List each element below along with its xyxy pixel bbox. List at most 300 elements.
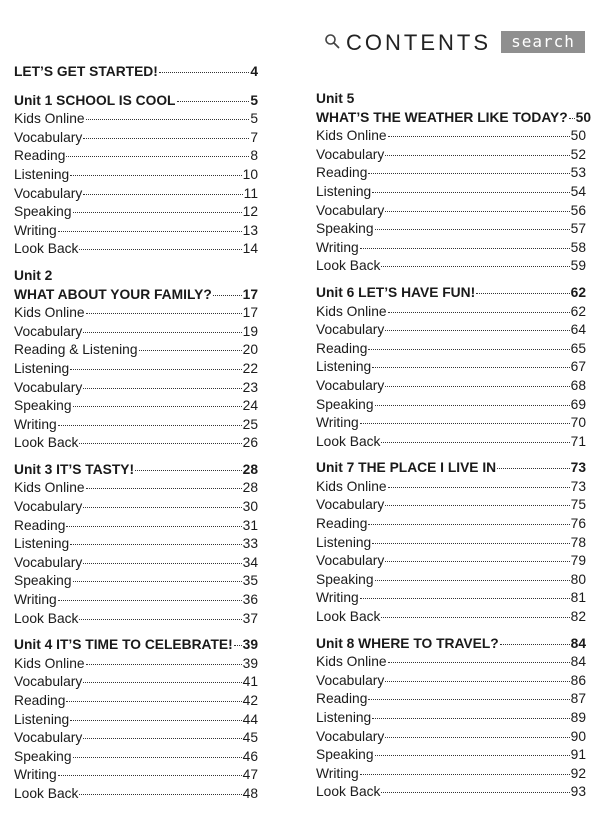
leader-dots	[388, 136, 570, 137]
leader-dots	[385, 561, 569, 562]
toc-entry-page: 71	[570, 433, 586, 449]
unit-title: Unit 1 SCHOOL IS COOL	[14, 92, 176, 108]
toc-entry[interactable]	[316, 396, 586, 415]
toc-entry-page: 86	[570, 672, 586, 688]
toc-entry-label: Vocabulary	[316, 322, 385, 338]
toc-entry-label: Vocabulary	[316, 497, 385, 513]
toc-entry-label: Speaking	[316, 221, 374, 237]
toc-entry[interactable]	[14, 729, 258, 748]
toc-entry[interactable]	[316, 571, 586, 590]
toc-entry[interactable]	[316, 220, 586, 239]
toc-entry-page: 92	[570, 765, 586, 781]
toc-entry-page: 79	[570, 553, 586, 569]
toc-entry-page: 84	[570, 635, 586, 651]
toc-entry[interactable]	[14, 655, 258, 674]
toc-entry[interactable]	[14, 379, 258, 398]
leader-dots	[66, 526, 241, 527]
leader-dots	[381, 792, 569, 793]
toc-entry[interactable]	[316, 433, 586, 452]
unit-title: Unit 6 LET’S HAVE FUN!	[316, 284, 476, 300]
leader-dots	[73, 581, 242, 582]
toc-entry-label: Look Back	[316, 609, 381, 625]
toc-entry-page: 75	[570, 497, 586, 513]
leader-dots	[497, 468, 569, 469]
toc-entry[interactable]	[316, 257, 586, 276]
toc-entry-page: 8	[250, 148, 258, 164]
leader-dots	[66, 156, 249, 157]
toc-entry-page: 68	[570, 377, 586, 393]
toc-entry-label: Kids Online	[316, 654, 387, 670]
toc-entry-page: 73	[570, 478, 586, 494]
toc-entry-page: 52	[570, 146, 586, 162]
toc-entry-page: 78	[570, 534, 586, 550]
leader-dots	[79, 619, 241, 620]
toc-entry-label: Speaking	[316, 571, 374, 587]
leader-dots	[381, 617, 569, 618]
toc-entry[interactable]	[14, 498, 258, 517]
toc-entry[interactable]	[14, 748, 258, 767]
toc-entry[interactable]	[14, 147, 258, 166]
leader-dots	[385, 737, 569, 738]
leader-dots	[58, 425, 242, 426]
toc-entry-label: Look Back	[316, 784, 381, 800]
toc-entry-label: Writing	[14, 592, 57, 608]
toc-entry-label: Writing	[14, 222, 57, 238]
toc-entry[interactable]	[14, 692, 258, 711]
leader-dots	[372, 192, 569, 193]
toc-entry-label: Vocabulary	[14, 323, 83, 339]
toc-entry-page: 17	[242, 305, 258, 321]
toc-entry-label: Listening	[14, 166, 70, 182]
unit-title: Unit 4 IT’S TIME TO CELEBRATE!	[14, 637, 233, 653]
leader-dots	[569, 118, 575, 119]
leader-dots	[360, 598, 570, 599]
leader-dots	[86, 119, 250, 120]
toc-entry-label: LET’S GET STARTED!	[14, 64, 158, 79]
leader-dots	[385, 386, 569, 387]
leader-dots	[375, 229, 570, 230]
toc-entry-label: Reading	[14, 148, 66, 164]
leader-dots	[83, 738, 241, 739]
toc-entry[interactable]	[316, 303, 586, 322]
leader-dots	[79, 249, 241, 250]
toc-entry-label: Vocabulary	[14, 730, 83, 746]
toc-entry[interactable]	[316, 709, 586, 728]
toc-entry-label: Reading	[14, 693, 66, 708]
toc-entry[interactable]	[316, 358, 586, 377]
toc-entry[interactable]	[316, 321, 586, 340]
toc-entry-page: 5	[250, 92, 258, 108]
toc-entry[interactable]	[316, 202, 586, 221]
toc-entry[interactable]	[316, 608, 586, 627]
toc-entry[interactable]	[14, 554, 258, 573]
toc-entry-page: 24	[242, 398, 258, 414]
leader-dots	[83, 682, 241, 683]
leader-dots	[66, 701, 241, 702]
toc-entry-label: Vocabulary	[14, 185, 83, 201]
toc-entry-page: 44	[242, 711, 258, 727]
toc-entry-label: Kids Online	[14, 305, 85, 321]
leader-dots	[177, 101, 250, 102]
toc-entry-page: 41	[242, 674, 258, 690]
toc-entry-label: Kids Online	[14, 480, 85, 496]
toc-entry-label: Writing	[316, 415, 359, 431]
toc-entry-label: Speaking	[14, 573, 72, 589]
toc-entry-page: 30	[242, 499, 258, 515]
toc-entry-page: 67	[570, 359, 586, 375]
toc-entry-page: 90	[570, 728, 586, 744]
leader-dots	[73, 212, 242, 213]
toc-entry-page: 25	[242, 416, 258, 432]
toc-left-column	[14, 63, 258, 804]
leader-dots	[83, 138, 249, 139]
leader-dots	[385, 211, 569, 212]
toc-entry-label: Speaking	[316, 396, 374, 412]
toc-entry[interactable]	[316, 127, 586, 146]
toc-entry-label: Vocabulary	[14, 499, 83, 515]
toc-entry-page: 47	[242, 767, 258, 783]
leader-dots	[86, 488, 242, 489]
toc-entry[interactable]	[14, 673, 258, 692]
toc-entry-label: Vocabulary	[14, 554, 83, 570]
leader-dots	[372, 718, 569, 719]
unit-heading[interactable]	[14, 636, 258, 655]
unit-title: Unit 3 IT’S TASTY!	[14, 461, 135, 477]
toc-entry-page: 57	[570, 221, 586, 237]
leader-dots	[73, 757, 242, 758]
toc-entry[interactable]	[316, 515, 586, 534]
toc-entry-label: Listening	[316, 183, 372, 199]
leader-dots	[368, 699, 569, 700]
toc-entry[interactable]	[316, 414, 586, 433]
toc-entry-label: Reading	[316, 516, 368, 532]
toc-entry[interactable]	[316, 239, 586, 258]
toc-entry[interactable]	[316, 653, 586, 672]
leader-dots	[388, 487, 570, 488]
leader-dots	[73, 406, 242, 407]
toc-entry[interactable]	[14, 517, 258, 536]
toc-entry-page: 82	[570, 609, 586, 625]
toc-entry[interactable]	[316, 728, 586, 747]
toc-entry[interactable]	[14, 360, 258, 379]
toc-entry-page: 31	[242, 517, 258, 533]
unit-heading[interactable]	[316, 284, 586, 303]
toc-entry-page: 28	[242, 480, 258, 496]
toc-entry-label: Look Back	[14, 610, 79, 626]
unit-title: Unit 8 WHERE TO TRAVEL?	[316, 635, 499, 651]
unit-title: Unit 7 THE PLACE I LIVE IN	[316, 460, 497, 476]
toc-entry-page: 13	[242, 222, 258, 238]
toc-entry-label: Listening	[14, 711, 70, 727]
toc-entry-page: 76	[570, 516, 586, 532]
toc-entry-label: Speaking	[14, 204, 72, 220]
toc-entry-page: 11	[243, 185, 258, 201]
unit-heading[interactable]	[316, 109, 592, 128]
unit-heading[interactable]	[14, 92, 258, 111]
toc-right-column	[316, 90, 592, 802]
toc-entry-label: Vocabulary	[316, 728, 385, 744]
toc-entry[interactable]	[14, 129, 258, 148]
toc-entry-label: Look Back	[14, 435, 79, 451]
toc-entry-page: 35	[242, 573, 258, 589]
toc-entry-page: 62	[570, 303, 586, 319]
toc-entry-label: Vocabulary	[316, 202, 385, 218]
toc-entry-label: Reading	[316, 340, 368, 356]
toc-entry-page: 20	[242, 342, 258, 358]
toc-entry-page: 65	[570, 340, 586, 356]
toc-entry-label: Vocabulary	[316, 553, 385, 569]
leader-dots	[372, 543, 569, 544]
toc-entry-label: Kids Online	[316, 128, 387, 144]
toc-entry-page: 46	[242, 748, 258, 764]
leader-dots	[70, 369, 241, 370]
toc-entry-page: 19	[242, 323, 258, 339]
toc-entry-page: 84	[570, 654, 586, 670]
unit-title: WHAT’S THE WEATHER LIKE TODAY?	[316, 109, 568, 125]
leader-dots	[83, 388, 241, 389]
toc-entry[interactable]	[14, 434, 258, 453]
toc-entry-page: 64	[570, 322, 586, 338]
toc-entry[interactable]	[14, 222, 258, 241]
toc-entry-label: Kids Online	[14, 111, 85, 127]
toc-entry[interactable]	[316, 690, 586, 709]
toc-entry-page: 70	[570, 415, 586, 431]
toc-entry-page: 22	[242, 360, 258, 376]
toc-entry-label: Look Back	[14, 241, 79, 257]
toc-entry[interactable]	[14, 341, 258, 360]
toc-entry-page: 12	[242, 204, 258, 220]
unit-heading[interactable]	[316, 635, 586, 654]
leader-dots	[368, 173, 569, 174]
toc-entry-page: 56	[570, 202, 586, 218]
toc-entry-label: Speaking	[14, 398, 72, 414]
leader-dots	[385, 505, 569, 506]
toc-entry-label: Listening	[14, 536, 70, 552]
toc-entry-page: 26	[242, 435, 258, 451]
toc-entry-page: 91	[570, 747, 586, 763]
unit-title: WHAT ABOUT YOUR FAMILY?	[14, 286, 212, 302]
toc-entry-page: 81	[570, 590, 586, 606]
toc-entry-page: 69	[570, 396, 586, 412]
toc-entry-label: Writing	[316, 239, 359, 255]
toc-entry-label: Vocabulary	[14, 674, 83, 690]
leader-dots	[79, 443, 241, 444]
toc-entry[interactable]	[14, 203, 258, 222]
leader-dots	[83, 194, 242, 195]
toc-entry-page: 53	[570, 165, 586, 181]
leader-dots	[58, 231, 242, 232]
leader-dots	[381, 266, 569, 267]
leader-dots	[385, 155, 569, 156]
leader-dots	[70, 175, 241, 176]
toc-entry[interactable]	[316, 783, 586, 802]
toc-entry-label: Writing	[316, 765, 359, 781]
toc-entry[interactable]	[14, 240, 258, 259]
leader-dots	[476, 293, 569, 294]
toc-entry-page: 73	[570, 460, 586, 476]
toc-entry-intro[interactable]	[14, 63, 258, 82]
toc-entry[interactable]	[14, 304, 258, 323]
toc-entry[interactable]	[316, 672, 586, 691]
toc-entry-label: Kids Online	[316, 478, 387, 494]
leader-dots	[83, 507, 241, 508]
toc-entry[interactable]	[14, 166, 258, 185]
toc-entry[interactable]	[14, 323, 258, 342]
toc-entry-label: Look Back	[316, 258, 381, 274]
toc-entry-page: 87	[570, 691, 586, 707]
toc-entry-label: Reading	[316, 691, 368, 707]
toc-entry-page: 28	[242, 461, 258, 477]
toc-entry[interactable]	[14, 479, 258, 498]
toc-entry[interactable]	[316, 164, 586, 183]
toc-entry[interactable]	[14, 711, 258, 730]
toc-entry-label: Listening	[14, 360, 70, 376]
toc-entry[interactable]	[14, 185, 258, 204]
toc-entry-page: 58	[570, 239, 586, 255]
toc-entry-page: 54	[570, 183, 586, 199]
toc-entry[interactable]	[316, 377, 586, 396]
leader-dots	[213, 295, 242, 296]
toc-entry[interactable]	[14, 416, 258, 435]
toc-entry-page: 80	[570, 571, 586, 587]
toc-entry-label: Writing	[14, 767, 57, 783]
leader-dots	[388, 662, 570, 663]
leader-dots	[375, 580, 570, 581]
toc-entry[interactable]	[316, 146, 586, 165]
toc-entry-label: Kids Online	[316, 303, 387, 319]
leader-dots	[375, 405, 570, 406]
toc-entry-label: Listening	[316, 359, 372, 375]
leader-dots	[86, 313, 242, 314]
toc-entry-page: 14	[242, 241, 258, 257]
leader-dots	[385, 330, 569, 331]
toc-entry-page: 17	[242, 286, 258, 302]
toc-entry[interactable]	[14, 535, 258, 554]
toc-entry-label: Writing	[14, 416, 57, 432]
toc-entry-page: 59	[570, 258, 586, 274]
toc-entry-page: 89	[570, 710, 586, 725]
toc-entry-page: 39	[242, 637, 258, 653]
toc-entry-label: Reading	[316, 165, 368, 181]
toc-entry[interactable]	[14, 610, 258, 629]
leader-dots	[385, 681, 569, 682]
toc-entry-page: 37	[242, 610, 258, 626]
leader-dots	[70, 544, 241, 545]
toc-entry-label: Vocabulary	[14, 379, 83, 395]
toc-entry-label: Vocabulary	[316, 672, 385, 688]
contents-header	[0, 28, 600, 58]
toc-entry-page: 33	[242, 536, 258, 552]
leader-dots	[372, 367, 569, 368]
toc-entry-page: 42	[242, 693, 258, 708]
leader-dots	[234, 645, 242, 646]
toc-entry[interactable]	[316, 552, 586, 571]
toc-entry[interactable]	[14, 591, 258, 610]
toc-entry-page: 36	[242, 592, 258, 608]
toc-entry-page: 48	[242, 785, 258, 801]
toc-entry-page: 62	[570, 284, 586, 300]
leader-dots	[83, 332, 241, 333]
toc-entry[interactable]	[316, 183, 586, 202]
toc-entry-page: 7	[250, 129, 258, 145]
toc-entry-label: Reading	[14, 517, 66, 533]
leader-dots	[360, 423, 570, 424]
toc-entry-label: Kids Online	[14, 655, 85, 671]
toc-entry-label: Look Back	[316, 433, 381, 449]
leader-dots	[83, 563, 241, 564]
toc-entry[interactable]	[316, 765, 586, 784]
search-button[interactable]: search	[501, 31, 585, 53]
toc-entry-label: Vocabulary	[316, 377, 385, 393]
search-icon	[324, 33, 340, 49]
toc-entry-page: 4	[250, 64, 258, 79]
toc-entry[interactable]	[14, 572, 258, 591]
leader-dots	[375, 755, 570, 756]
leader-dots	[500, 644, 570, 645]
leader-dots	[388, 312, 570, 313]
toc-entry-page: 50	[570, 128, 586, 144]
toc-entry-label: Vocabulary	[316, 146, 385, 162]
toc-entry[interactable]	[14, 766, 258, 785]
leader-dots	[70, 720, 241, 721]
toc-entry[interactable]	[316, 340, 586, 359]
toc-entry-page: 10	[242, 166, 258, 182]
toc-entry-label: Reading & Listening	[14, 342, 138, 358]
leader-dots	[360, 248, 570, 249]
toc-entry-page: 34	[242, 554, 258, 570]
toc-entry[interactable]	[316, 589, 586, 608]
toc-entry-label: Look Back	[14, 785, 79, 801]
leader-dots	[381, 442, 569, 443]
leader-dots	[368, 524, 569, 525]
leader-dots	[159, 72, 249, 73]
toc-entry-page: 23	[242, 379, 258, 395]
toc-entry-label: Speaking	[14, 748, 72, 764]
leader-dots	[79, 794, 241, 795]
toc-entry-page: 5	[250, 111, 258, 127]
unit-heading[interactable]	[14, 286, 258, 305]
unit-heading[interactable]	[14, 461, 258, 480]
toc-entry[interactable]	[14, 397, 258, 416]
toc-entry[interactable]	[316, 534, 586, 553]
toc-entry-label: Vocabulary	[14, 129, 83, 145]
toc-entry-page: 39	[242, 655, 258, 671]
toc-entry[interactable]	[14, 110, 258, 129]
toc-entry-page: 93	[570, 784, 586, 800]
toc-entry-label: Writing	[316, 590, 359, 606]
unit-heading[interactable]	[316, 459, 586, 478]
toc-entry[interactable]	[316, 746, 586, 765]
page-title: CONTENTS	[346, 30, 491, 55]
leader-dots	[139, 350, 242, 351]
leader-dots	[360, 774, 570, 775]
toc-entry[interactable]	[316, 478, 586, 497]
leader-dots	[135, 470, 242, 471]
toc-entry-label: Listening	[316, 534, 372, 550]
leader-dots	[58, 775, 242, 776]
unit-label: Unit 2	[14, 267, 53, 283]
leader-dots	[86, 664, 242, 665]
toc-entry-page: 50	[575, 109, 592, 125]
leader-dots	[58, 600, 242, 601]
toc-entry-label: Listening	[316, 710, 372, 725]
leader-dots	[368, 349, 569, 350]
toc-entry[interactable]	[316, 496, 586, 515]
unit-label: Unit 5	[316, 91, 355, 106]
toc-entry[interactable]	[14, 785, 258, 804]
toc-entry-label: Speaking	[316, 747, 374, 763]
toc-entry-page: 45	[242, 730, 258, 746]
